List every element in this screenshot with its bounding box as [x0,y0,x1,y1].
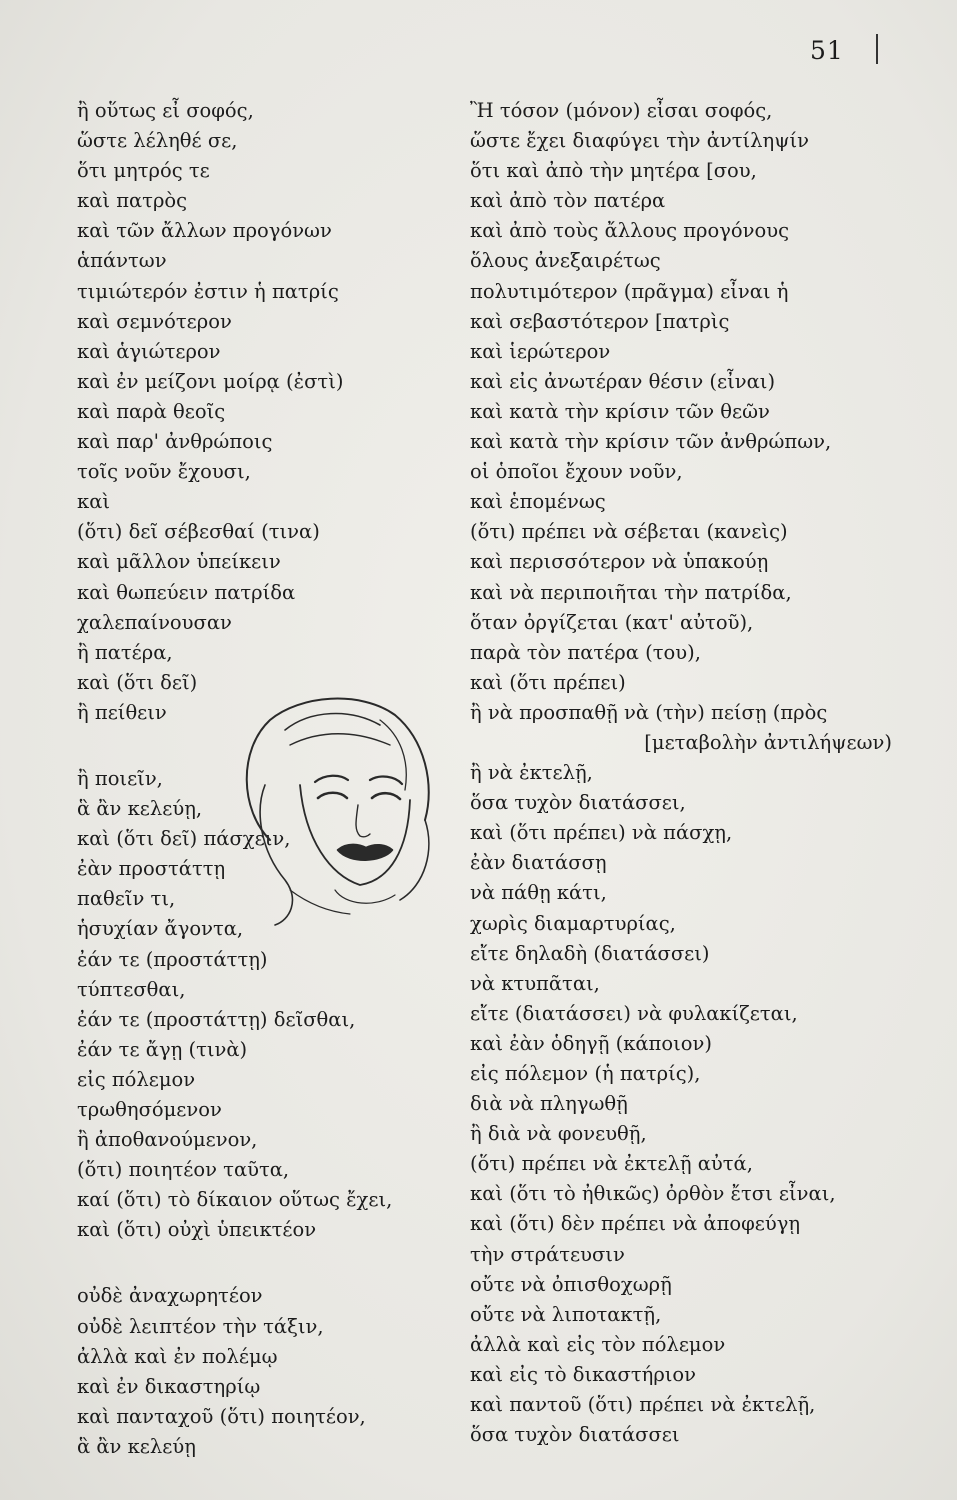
ancient-greek-line [77,1245,462,1281]
modern-greek-line: (ὅτι) πρέπει νὰ σέβεται (κανεὶς) [470,520,788,544]
ancient-greek-line: καὶ ἐν μείζονι μοίρᾳ (ἐστὶ) [77,369,344,393]
modern-greek-line: Ἢ τόσον (μόνον) εἶσαι σοφός, [470,99,773,122]
ancient-greek-line: καὶ (ὅτι δεῖ) πάσχειν, [77,827,291,851]
modern-greek-line: νὰ πάθῃ κάτι, [470,881,607,905]
ancient-greek-line: ἐάν τε (προστάττῃ) [77,947,268,971]
ancient-greek-line: ἐάν τε ἄγῃ (τινὰ) [77,1037,248,1061]
ancient-greek-line: ἢ πατέρα, [77,640,173,664]
ancient-greek-line: τιμιώτερόν ἐστιν ἡ πατρίς [77,279,339,303]
modern-greek-line: οὔτε νὰ ὀπισθοχωρῇ [470,1272,672,1296]
ancient-greek-line: ὥστε λέληθέ σε, [77,129,238,153]
ancient-greek-line: (ὅτι) ποιητέον ταῦτα, [77,1158,290,1182]
ancient-greek-line: καὶ μᾶλλον ὑπείκειν [77,550,281,574]
ancient-greek-line: εἰς πόλεμον [77,1067,196,1091]
modern-greek-line: διὰ νὰ πληγωθῇ [470,1092,628,1116]
modern-greek-line: τὴν στράτευσιν [470,1242,625,1266]
ancient-greek-line: ἀλλὰ καὶ ἐν πολέμῳ [77,1344,278,1368]
modern-greek-line: καὶ εἰς ἀνωτέραν θέσιν (εἶναι) [470,369,776,393]
ancient-greek-line: ἢ ἀποθανούμενον, [77,1128,258,1152]
modern-greek-line: (ὅτι) πρέπει νὰ ἐκτελῇ αὐτά, [470,1152,753,1176]
ancient-greek-line: (ὅτι) δεῖ σέβεσθαί (τινα) [77,520,320,544]
modern-greek-line: καὶ ἐὰν ὁδηγῇ (κάποιον) [470,1031,712,1055]
ancient-greek-line: ἢ οὕτως εἶ σοφός, [77,99,254,122]
modern-greek-line: εἴτε δηλαδὴ (διατάσσει) [470,941,710,965]
ancient-greek-line: οὐδὲ λειπτέον τὴν τάξιν, [77,1314,324,1338]
modern-greek-line: ἢ νὰ ἐκτελῇ, [470,761,593,785]
ancient-greek-line: καὶ ἁγιώτερον [77,339,221,363]
ancient-greek-line: τοῖς νοῦν ἔχουσι, [77,460,251,484]
ancient-greek-line: ὅτι μητρός τε [77,159,210,183]
ancient-greek-line: καὶ (ὅτι δεῖ) [77,670,198,694]
ancient-greek-line: ἢ πείθειν [77,700,167,724]
modern-greek-line: καὶ περισσότερον νὰ ὑπακούῃ [470,550,769,574]
ancient-greek-line: οὐδὲ ἀναχωρητέον [77,1284,263,1308]
modern-greek-line: πολυτιμότερον (πρᾶγμα) εἶναι ἡ [470,279,789,303]
modern-greek-line: καὶ νὰ περιποιῆται τὴν πατρίδα, [470,580,792,604]
ancient-greek-line: χαλεπαίνουσαν [77,610,232,634]
modern-greek-line: ὅταν ὀργίζεται (κατ' αὐτοῦ), [470,610,754,634]
ancient-greek-line: τρωθησόμενον [77,1098,222,1121]
modern-greek-line: εἰς πόλεμον (ἡ πατρίς), [470,1062,701,1085]
modern-greek-line: ὅλους ἀνεξαιρέτως [470,249,661,273]
page-edge-mark [876,34,878,64]
modern-greek-line: ἢ διὰ νὰ φονευθῇ, [470,1122,647,1146]
ancient-greek-line: καὶ σεμνότερον [77,309,232,333]
modern-greek-line: καὶ (ὅτι πρέπει) νὰ πάσχῃ, [470,821,733,845]
modern-greek-line: ὥστε ἔχει διαφύγει τὴν ἀντίληψίν [470,129,810,153]
ancient-greek-line: ἃ ἂν κελεύῃ, [77,797,203,821]
modern-greek-line: καὶ εἰς τὸ δικαστήριον [470,1362,697,1386]
modern-greek-line: καὶ (ὅτι τὸ ἠθικῶς) ὀρθὸν ἔτσι εἶναι, [470,1182,836,1206]
ancient-greek-line: τύπτεσθαι, [77,977,186,1001]
modern-greek-line: ἐὰν διατάσσῃ [470,851,607,875]
ancient-greek-line: ἐὰν προστάττῃ [77,857,226,881]
modern-greek-line: ἀλλὰ καὶ εἰς τὸν πόλεμον [470,1332,726,1356]
ancient-greek-line: ἐάν τε (προστάττῃ) δεῖσθαι, [77,1007,356,1031]
ancient-greek-line: καὶ παρὰ θεοῖς [77,399,226,423]
modern-greek-line: καὶ ἑπομένως [470,490,606,514]
modern-greek-line: οὔτε νὰ λιποτακτῇ, [470,1302,662,1326]
modern-greek-line: καὶ (ὅτι) δὲν πρέπει νὰ ἀποφεύγῃ [470,1212,801,1236]
modern-greek-line: [μεταβολὴν ἀντιλήψεων) [644,730,892,754]
ancient-greek-line: καὶ ἐν δικαστηρίῳ [77,1374,261,1398]
ancient-greek-line: ἃ ἂν κελεύῃ [77,1434,196,1458]
modern-greek-line: καὶ (ὅτι πρέπει) [470,670,626,694]
modern-greek-line: ἢ νὰ προσπαθῇ νὰ (τὴν) πείσῃ (πρὸς [470,700,828,724]
ancient-greek-line: καὶ πατρὸς [77,189,188,213]
modern-greek-line: καὶ σεβαστότερον [πατρὶς [470,309,730,333]
modern-greek-line: χωρὶς διαμαρτυρίας, [470,911,676,935]
ancient-greek-line: ἁπάντων [77,249,167,273]
ancient-greek-line: παθεῖν τι, [77,887,176,911]
ancient-greek-line: ἡσυχίαν ἄγοντα, [77,917,244,941]
modern-greek-line: οἱ ὁποῖοι ἔχουν νοῦν, [470,460,683,484]
modern-greek-line: παρὰ τὸν πατέρα (του), [470,640,701,664]
modern-greek-line: νὰ κτυπᾶται, [470,971,600,995]
ancient-greek-line: καί (ὅτι) τὸ δίκαιον οὕτως ἔχει, [77,1188,393,1212]
page-number: 51 [810,36,844,65]
modern-greek-line: καὶ παντοῦ (ὅτι) πρέπει νὰ ἐκτελῇ, [470,1393,816,1417]
ancient-greek-line: καὶ θωπεύειν πατρίδα [77,580,296,604]
modern-greek-line: ὅσα τυχὸν διατάσσει [470,1423,680,1447]
ancient-greek-line: καὶ πανταχοῦ (ὅτι) ποιητέον, [77,1404,366,1428]
modern-greek-line: καὶ κατὰ τὴν κρίσιν τῶν ἀνθρώπων, [470,430,832,454]
ancient-greek-line: καὶ τῶν ἄλλων προγόνων [77,219,332,243]
modern-greek-line: ὅτι καὶ ἀπὸ τὴν μητέρα [σου, [470,159,757,183]
modern-greek-column [470,96,910,1450]
modern-greek-line: καὶ ἀπὸ τὸν πατέρα [470,189,666,213]
modern-greek-line: καὶ κατὰ τὴν κρίσιν τῶν θεῶν [470,399,770,423]
modern-greek-line: ὅσα τυχὸν διατάσσει, [470,791,686,815]
ancient-greek-line: καὶ [77,490,111,514]
ancient-greek-line: καὶ παρ' ἀνθρώποις [77,430,273,454]
ancient-greek-line: καὶ (ὅτι) οὐχὶ ὑπεικτέον [77,1218,317,1242]
modern-greek-line: εἴτε (διατάσσει) νὰ φυλακίζεται, [470,1001,798,1025]
modern-greek-line: καὶ ἀπὸ τοὺς ἄλλους προγόνους [470,219,790,243]
modern-greek-line: καὶ ἱερώτερον [470,339,611,363]
ancient-greek-line: ἢ ποιεῖν, [77,766,163,790]
face-sketch-drawing [230,690,450,930]
